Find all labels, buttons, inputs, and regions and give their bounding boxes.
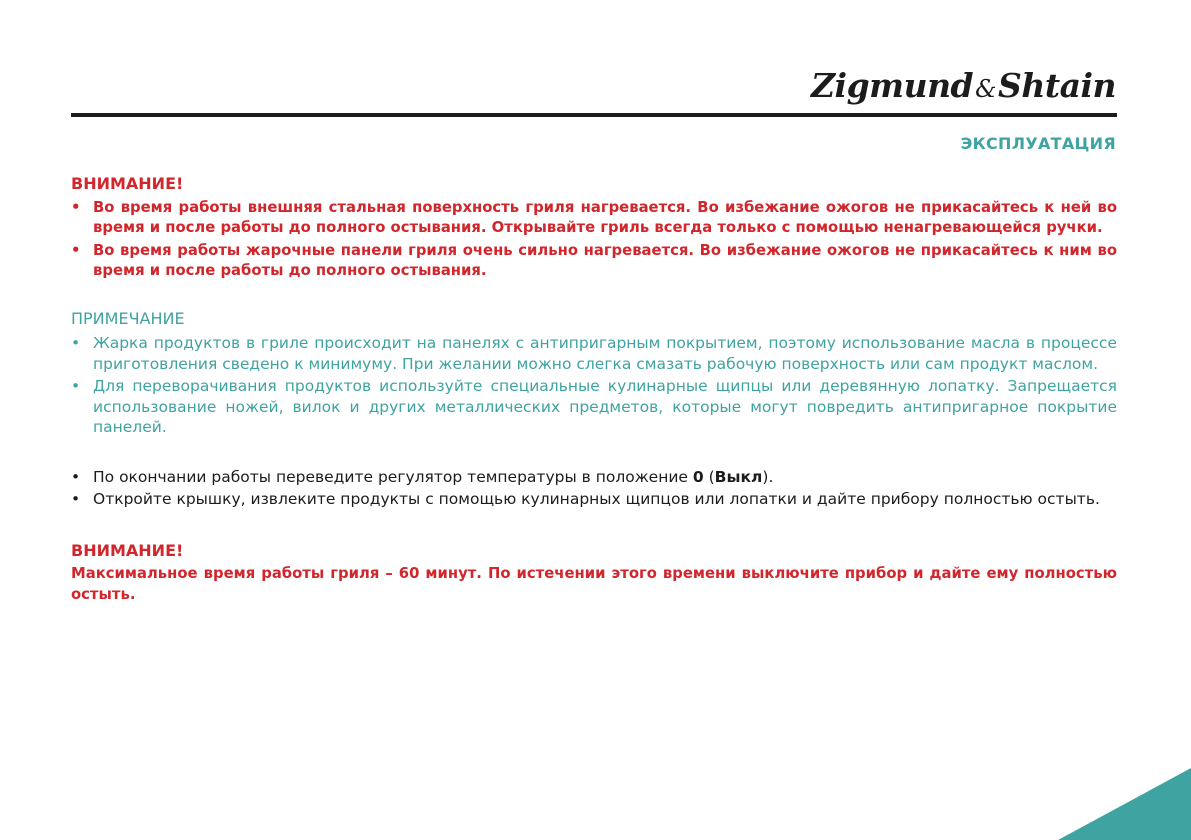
warning-item: • Во время работы внешняя стальная поверхность гриля нагревается. Во избежание ожогов не прикасайтесь к ней во время и после работы до полного остывания. Открывайте гриль всегда только с помощью ненагревающейся ручки. xyxy=(71,198,1117,239)
brand-logo xyxy=(811,66,1116,105)
warning-item: • Во время работы жарочные панели гриля очень сильно нагревается. Во избежание ожогов не прикасайтесь к ним во время и после работы до полного остывания. xyxy=(71,241,1117,282)
warning-list xyxy=(71,198,1117,282)
page-content xyxy=(71,174,1117,605)
brand-name-right: Shtain xyxy=(998,66,1116,105)
step-item: • По окончании работы переведите регулятор температуры в положение 0 (Выкл). xyxy=(71,467,1117,488)
spacer xyxy=(71,512,1117,541)
note-heading: ПРИМЕЧАНИЕ xyxy=(71,308,185,328)
step-item: • Откройте крышку, извлеките продукты с помощью кулинарных щипцов или лопатки и дайте прибору полностью остыть. xyxy=(71,489,1117,510)
warning-text: Максимальное время работы гриля – 60 минут. По истечении этого времени выключите прибор и дайте ему полностью остыть. xyxy=(71,565,1117,603)
note-item: • Жарка продуктов в гриле происходит на панелях с антипригарным покрытием, поэтому использование масла в процессе приготовления сведено к минимуму. При желании можно слегка смазать рабочую поверхность или сам продукт маслом. xyxy=(71,333,1117,374)
note-list xyxy=(71,333,1117,438)
warning-heading-2: ВНИМАНИЕ! xyxy=(71,540,184,560)
steps-list xyxy=(71,467,1117,510)
brand-ampersand: & xyxy=(975,75,997,103)
brand-name-left: Zigmund xyxy=(810,66,974,105)
corner-decoration xyxy=(1058,768,1191,840)
spacer xyxy=(71,440,1117,467)
warning-heading: ВНИМАНИЕ! xyxy=(71,174,184,193)
spacer xyxy=(71,284,1117,309)
header-divider xyxy=(71,113,1117,117)
position-zero: 0 xyxy=(692,467,704,486)
section-title: ЭКСПЛУАТАЦИЯ xyxy=(960,134,1116,153)
position-off: Выкл xyxy=(714,467,763,486)
note-item: • Для переворачивания продуктов используйте специальные кулинарные щипцы или деревянную лопатку. Запрещается использование ножей, вилок и других металлических предметов, которые могут повредить антипригарное покрытие панелей. xyxy=(71,376,1117,438)
